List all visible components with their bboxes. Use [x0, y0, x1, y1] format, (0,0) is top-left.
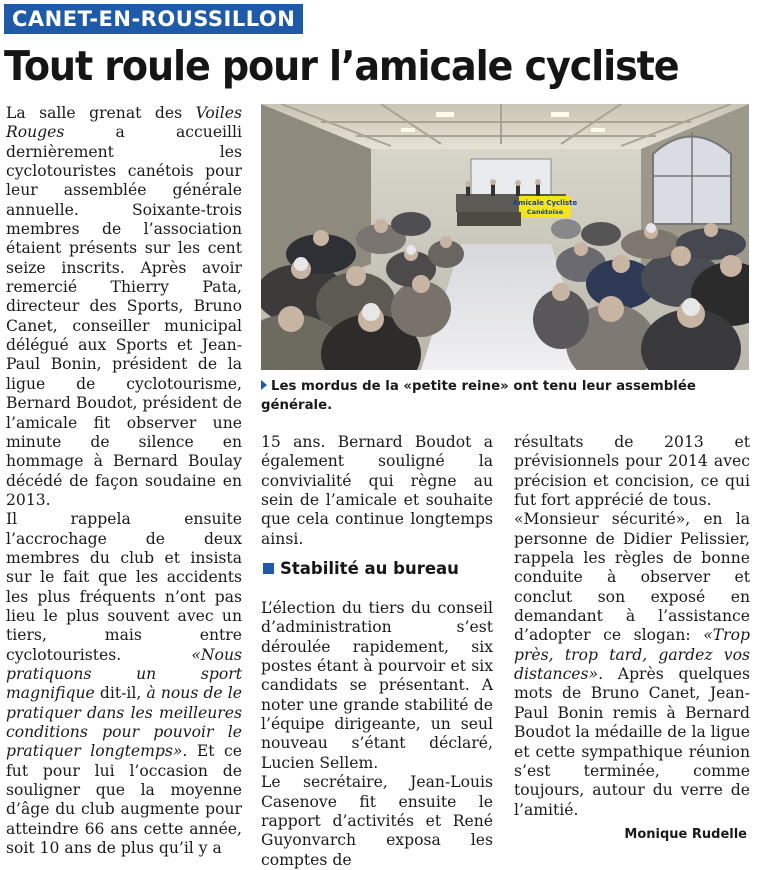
square-bullet-icon: [263, 563, 274, 574]
text-run: . Après quelques mots de Bruno Canet, Jean-Paul Bonin remis à Bernard Boudot la médaille de la ligue et cette sympathique réunion s’est terminée, comme toujours, autour du verre de l’amitié.: [514, 665, 750, 819]
text-run: La salle grenat des: [6, 104, 196, 122]
text-run: . Et ce fut pour lui l’occasion de souligner que la moyenne d’âge du club augmente pour atteindre 66 ans cette année, soit 10 ans de plus qu’il y a: [6, 742, 243, 858]
text-run: Il rappela ensuite l’accrochage de deux membres du club et insista sur le fait que les accidents les plus fréquents n’ont pas lieu le plus souvent avec un tiers, mais entre cyclotouristes.: [6, 510, 242, 664]
photo-caption: [261, 377, 749, 415]
venue-name: Voiles Rouges: [6, 104, 242, 142]
paragraph: [514, 510, 750, 820]
paragraph: [6, 510, 242, 858]
section-subhead: [261, 557, 493, 581]
paragraph: [6, 104, 242, 510]
paragraph: résultats de 2013 et prévisionnels pour 2014 avec précision et concision, ce qui fut fort apprécié de tous.: [514, 433, 750, 510]
article-headline: Tout roule pour l’amicale cycliste: [4, 42, 679, 90]
paragraph: 15 ans. Bernard Boudot a également souligné la convivialité qui règne au sein de l’amicale et souhaite que cela continue longtemps ainsi.: [261, 433, 493, 548]
article-photo: [261, 104, 749, 370]
article-column-2: [261, 433, 493, 870]
section-kicker: CANET-EN-ROUSSILLON: [4, 4, 303, 34]
caption-text: Les mordus de la «petite reine» ont tenu leur assemblée générale.: [261, 379, 696, 413]
article-column-3: [514, 433, 750, 820]
quote: «Nous pratiquons un sport magnifique: [6, 645, 242, 703]
paragraph: L’élection du tiers du conseil d’administration s’est déroulée rapidement, six postes étant à pourvoir et six candidats se présentant. A noter une grande stabilité de l’équipe dirigeante, un seul nouveau s’étant déclaré, Lucien Sellem.: [261, 599, 493, 772]
slogan: «Trop près, trop tard, gardez vos distances»: [514, 626, 750, 684]
meeting-hall-photo: [261, 104, 749, 370]
banner-text: Canétoise: [526, 208, 564, 216]
paragraph: Le secrétaire, Jean-Louis Casenove fit ensuite le rapport d’activités et René Guyonvarch exposa les comptes de: [261, 773, 493, 869]
article-column-1: [6, 104, 242, 858]
text-run: a accueilli dernièrement les cyclotouristes canétois pour leur assemblée générale annuelle. Soixante-trois membres de l’association étaient présents sur les cent seize inscrits. Après avoir remercié Thierry Pata, directeur des Sports, Bruno Canet, conseiller municipal délégué aux Sports et Jean-Paul Bonin, président de la ligue de cyclotourisme, Bernard Boudot, président de l’amicale fit observer une minute de silence en hommage à Bernard Boulay décédé de façon soudaine en 2013.: [6, 123, 242, 509]
text-run: dit-il,: [94, 684, 147, 703]
subhead-text: Stabilité au bureau: [280, 559, 459, 579]
text-run: «Monsieur sécurité», en la personne de Didier Pelissier, rappela les règles de bonne conduite à observer et conclut son exposé en demandant à l’assistance d’adopter ce slogan:: [514, 510, 750, 645]
caption-arrow-icon: [261, 380, 267, 390]
banner-text: Amicale Cycliste: [512, 199, 578, 207]
author-byline: Monique Rudelle: [624, 827, 747, 842]
quote: à nous de le pratiquer dans les meilleures conditions pour pouvoir le pratiquer longtemps»: [6, 684, 242, 761]
